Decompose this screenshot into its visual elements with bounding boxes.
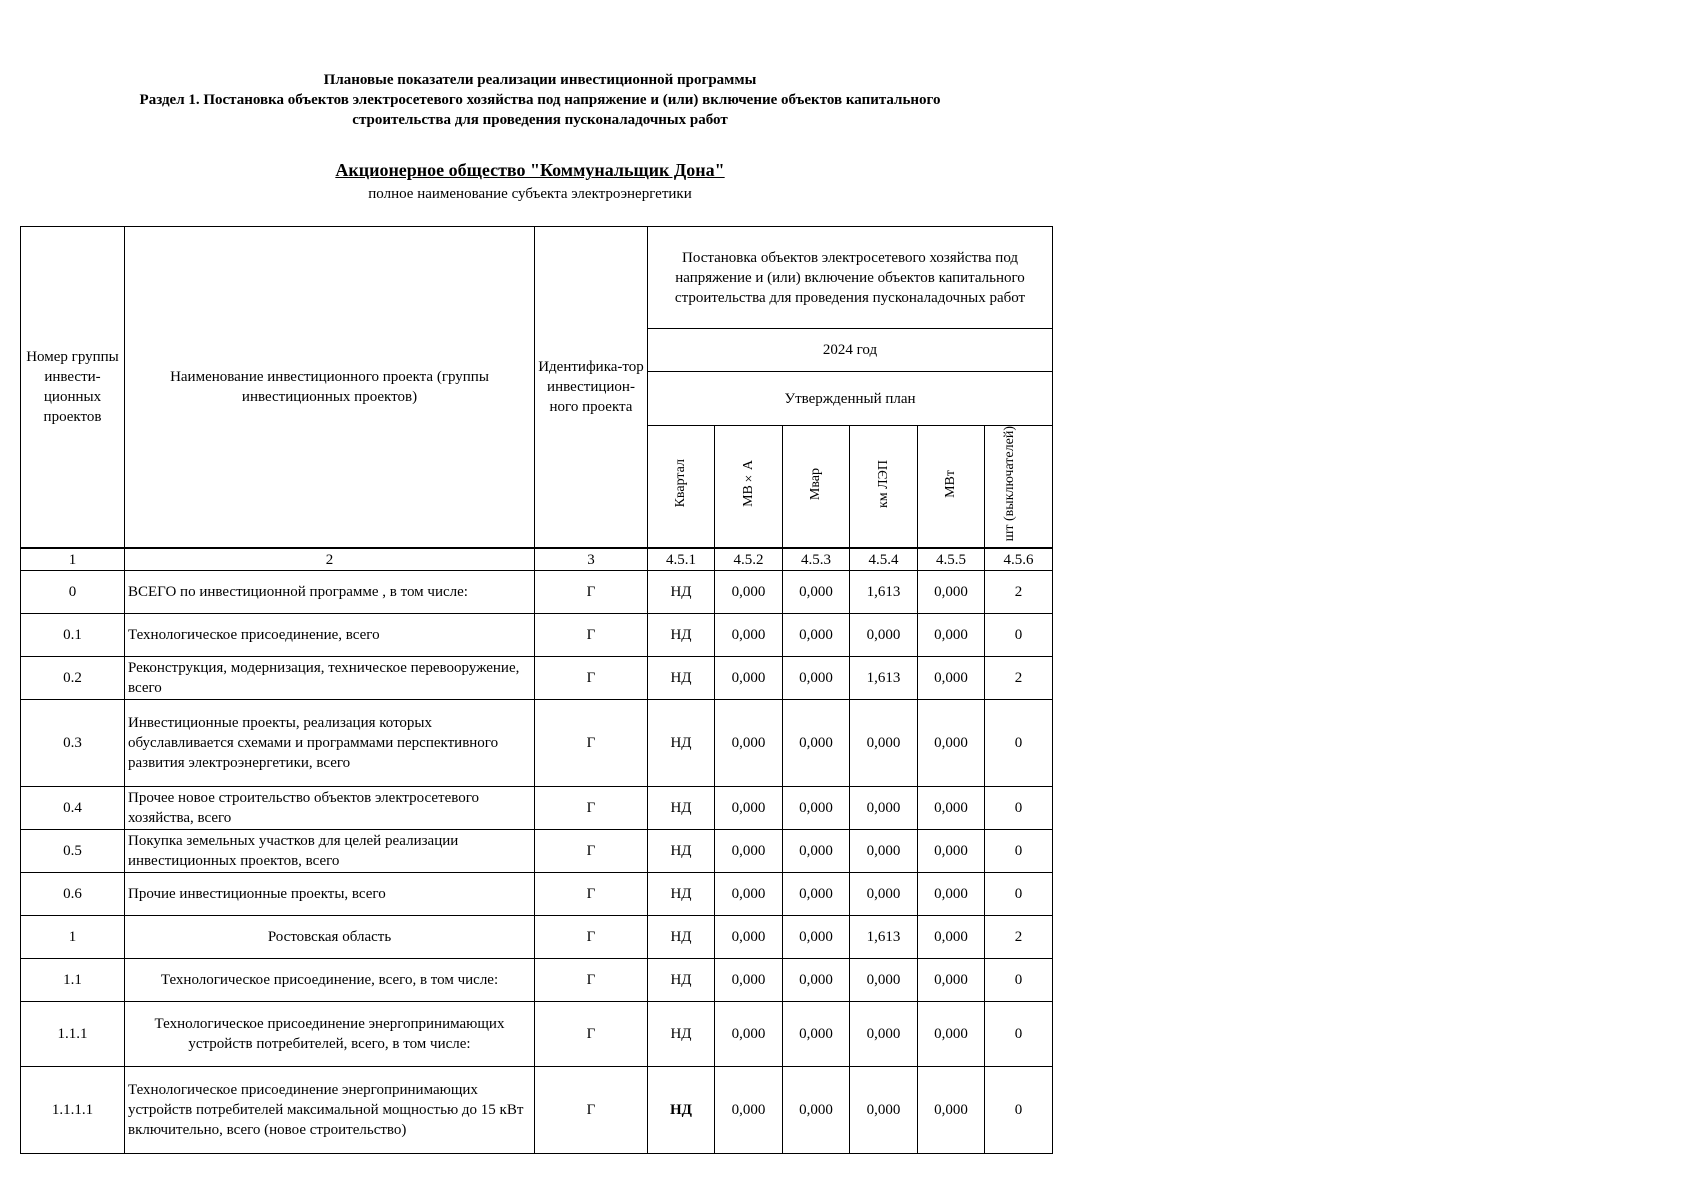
header-project-name: Наименование инвестиционного проекта (группы инвестиционных проектов) — [125, 227, 535, 549]
row-mvar: 0,000 — [783, 614, 850, 657]
table-row — [21, 657, 1053, 700]
row-mvar: 0,000 — [783, 1067, 850, 1154]
row-mw: 0,000 — [918, 830, 985, 873]
table-row — [21, 700, 1053, 787]
row-quarter: НД — [648, 916, 715, 959]
row-name: Прочие инвестиционные проекты, всего — [125, 873, 535, 916]
row-mw: 0,000 — [918, 657, 985, 700]
row-mw: 0,000 — [918, 916, 985, 959]
row-mva: 0,000 — [715, 614, 783, 657]
row-number: 1.1 — [21, 959, 125, 1002]
row-mva: 0,000 — [715, 873, 783, 916]
table-row — [21, 873, 1053, 916]
row-quarter: НД — [648, 787, 715, 830]
row-name: Инвестиционные проекты, реализация которых обуславливается схемами и программами перспективного развития электроэнергетики, всего — [125, 700, 535, 787]
row-mw: 0,000 — [918, 787, 985, 830]
col-num: 4.5.6 — [985, 548, 1053, 571]
row-name: Ростовская область — [125, 916, 535, 959]
table-row — [21, 614, 1053, 657]
table-row — [21, 787, 1053, 830]
row-km: 1,613 — [850, 916, 918, 959]
row-pcs: 2 — [985, 657, 1053, 700]
title-line-2: Раздел 1. Постановка объектов электросетевого хозяйства под напряжение и (или) включение объектов капитального — [139, 92, 941, 108]
row-mw: 0,000 — [918, 1067, 985, 1154]
row-mva: 0,000 — [715, 1067, 783, 1154]
row-identifier: Г — [535, 1002, 648, 1067]
row-mvar: 0,000 — [783, 657, 850, 700]
row-km: 1,613 — [850, 571, 918, 614]
row-mva: 0,000 — [715, 959, 783, 1002]
row-mvar: 0,000 — [783, 959, 850, 1002]
row-mva: 0,000 — [715, 916, 783, 959]
row-identifier: Г — [535, 873, 648, 916]
row-km: 0,000 — [850, 787, 918, 830]
row-mva: 0,000 — [715, 571, 783, 614]
row-number: 1 — [21, 916, 125, 959]
row-name: Прочее новое строительство объектов электросетевого хозяйства, всего — [125, 787, 535, 830]
row-quarter: НД — [648, 959, 715, 1002]
col-num: 2 — [125, 548, 535, 571]
header-unit-mw: МВт — [918, 426, 985, 549]
row-km: 0,000 — [850, 1067, 918, 1154]
row-mw: 0,000 — [918, 959, 985, 1002]
col-num: 1 — [21, 548, 125, 571]
row-pcs: 2 — [985, 916, 1053, 959]
row-number: 0.3 — [21, 700, 125, 787]
header-section: Постановка объектов электросетевого хозяйства под напряжение и (или) включение объектов капитального строительства для проведения пусконаладочных работ — [648, 227, 1053, 329]
row-name: Технологическое присоединение энергопринимающих устройств потребителей, всего, в том числе: — [125, 1002, 535, 1067]
row-km: 0,000 — [850, 1002, 918, 1067]
header-unit-quarter: Квартал — [648, 426, 715, 549]
table-row — [21, 830, 1053, 873]
row-mva: 0,000 — [715, 787, 783, 830]
row-number: 0.5 — [21, 830, 125, 873]
row-quarter: НД — [648, 1002, 715, 1067]
title-line-3: строительства для проведения пусконаладочных работ — [352, 112, 728, 128]
row-quarter: НД — [648, 657, 715, 700]
row-mw: 0,000 — [918, 571, 985, 614]
row-km: 0,000 — [850, 614, 918, 657]
organization-name: Акционерное общество "Коммунальщик Дона" — [335, 160, 725, 180]
header-unit-mva: МВ×А — [715, 426, 783, 549]
organization-caption: полное наименование субъекта электроэнергетики — [368, 186, 692, 202]
row-identifier: Г — [535, 1067, 648, 1154]
row-identifier: Г — [535, 571, 648, 614]
row-number: 1.1.1.1 — [21, 1067, 125, 1154]
row-mvar: 0,000 — [783, 873, 850, 916]
header-identifier: Идентифика-тор инвестицион-ного проекта — [535, 227, 648, 549]
row-number: 1.1.1 — [21, 1002, 125, 1067]
row-mvar: 0,000 — [783, 830, 850, 873]
table-row — [21, 1002, 1053, 1067]
col-num: 3 — [535, 548, 648, 571]
plan-indicators-table — [20, 226, 1053, 1154]
row-number: 0.1 — [21, 614, 125, 657]
row-pcs: 0 — [985, 959, 1053, 1002]
row-km: 0,000 — [850, 700, 918, 787]
row-km: 0,000 — [850, 873, 918, 916]
row-identifier: Г — [535, 830, 648, 873]
row-identifier: Г — [535, 657, 648, 700]
row-mva: 0,000 — [715, 700, 783, 787]
row-quarter: НД — [648, 614, 715, 657]
row-mvar: 0,000 — [783, 1002, 850, 1067]
row-mvar: 0,000 — [783, 787, 850, 830]
header-plan: Утвержденный план — [648, 372, 1053, 426]
row-quarter: НД — [648, 571, 715, 614]
header-unit-pcs: шт (выключателей) — [985, 426, 1053, 549]
row-pcs: 2 — [985, 571, 1053, 614]
header-year: 2024 год — [648, 329, 1053, 372]
header-unit-km: км ЛЭП — [850, 426, 918, 549]
row-name: Технологическое присоединение энергопринимающих устройств потребителей максимальной мощностью до 15 кВт включительно, всего (новое строительство) — [125, 1067, 535, 1154]
row-name: ВСЕГО по инвестиционной программе , в том числе: — [125, 571, 535, 614]
row-pcs: 0 — [985, 614, 1053, 657]
row-km: 1,613 — [850, 657, 918, 700]
col-num: 4.5.2 — [715, 548, 783, 571]
row-number: 0.4 — [21, 787, 125, 830]
row-identifier: Г — [535, 916, 648, 959]
row-mw: 0,000 — [918, 1002, 985, 1067]
header-group-number: Номер группы инвести-ционных проектов — [21, 227, 125, 549]
row-number: 0.6 — [21, 873, 125, 916]
row-pcs: 0 — [985, 1002, 1053, 1067]
row-number: 0.2 — [21, 657, 125, 700]
row-mva: 0,000 — [715, 830, 783, 873]
table-row — [21, 571, 1053, 614]
row-name: Покупка земельных участков для целей реализации инвестиционных проектов, всего — [125, 830, 535, 873]
table-row — [21, 959, 1053, 1002]
row-mva: 0,000 — [715, 1002, 783, 1067]
row-mw: 0,000 — [918, 614, 985, 657]
row-quarter: НД — [648, 830, 715, 873]
row-mw: 0,000 — [918, 873, 985, 916]
row-mvar: 0,000 — [783, 916, 850, 959]
row-mvar: 0,000 — [783, 571, 850, 614]
col-num: 4.5.3 — [783, 548, 850, 571]
row-mw: 0,000 — [918, 700, 985, 787]
row-pcs: 0 — [985, 873, 1053, 916]
row-name: Технологическое присоединение, всего — [125, 614, 535, 657]
row-quarter: НД — [648, 873, 715, 916]
row-pcs: 0 — [985, 787, 1053, 830]
table-row — [21, 1067, 1053, 1154]
row-km: 0,000 — [850, 830, 918, 873]
table-row — [21, 916, 1053, 959]
row-identifier: Г — [535, 787, 648, 830]
row-name: Технологическое присоединение, всего, в том числе: — [125, 959, 535, 1002]
title-line-1: Плановые показатели реализации инвестиционной программы — [323, 72, 757, 88]
row-quarter: НД — [648, 1067, 715, 1154]
row-mva: 0,000 — [715, 657, 783, 700]
row-pcs: 0 — [985, 700, 1053, 787]
col-num: 4.5.5 — [918, 548, 985, 571]
row-identifier: Г — [535, 959, 648, 1002]
row-mvar: 0,000 — [783, 700, 850, 787]
header-unit-mvar: Мвар — [783, 426, 850, 549]
row-identifier: Г — [535, 614, 648, 657]
document-title — [60, 70, 1020, 130]
col-num: 4.5.1 — [648, 548, 715, 571]
row-name: Реконструкция, модернизация, техническое перевооружение, всего — [125, 657, 535, 700]
column-number-row — [21, 548, 1053, 571]
row-identifier: Г — [535, 700, 648, 787]
row-pcs: 0 — [985, 830, 1053, 873]
col-num: 4.5.4 — [850, 548, 918, 571]
row-pcs: 0 — [985, 1067, 1053, 1154]
row-km: 0,000 — [850, 959, 918, 1002]
row-quarter: НД — [648, 700, 715, 787]
row-number: 0 — [21, 571, 125, 614]
